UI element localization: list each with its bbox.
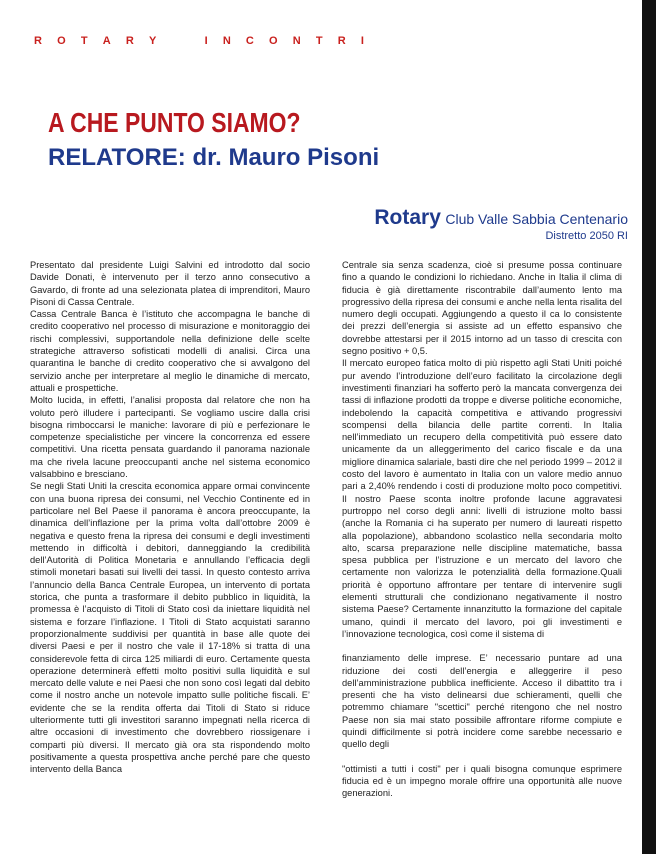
article-subtitle [48, 144, 379, 172]
paragraph: Centrale sia senza scadenza, cioè si presume possa continuare fino a quando le condizioni lo richiedano. Anche in Italia il clima di fiducia è già direttamente riscontrabile dall’aumento lento ma progressivo della ripresa dei consumi e anche nella lenta risalita del numero degli occupati. Aggiungendo a questo il ca lo consistente dei prezzi dell’energia si assiste ad un effetto espansivo che dovrebbe attestarsi per il 2015 intorno ad un tasso di crescita con segno positivo + 0,5. [342, 260, 622, 357]
section-letter: N [292, 35, 301, 47]
paragraph: Se negli Stati Uniti la crescita economica appare ormai convincente con una buona ripresa dei consumi, nel Vecchio Continente ed in particolare nel Bel Paese il panorama è ancora preoccupante, la dinamica dell’inflazione per la prima volta dall’ottobre 2009 è negativa e questo frena la ripresa dei consumi e degli investimenti mettendo in difficoltà i debitori, danneggiando la credibilità dell’Autorità di Politica Monetaria e annullando l’efficacia degli stimoli monetari basati sui livelli dei tassi. In questo contesto arriva l’annuncio della Banca Centrale Europea, un intervento di portata storica, che punta a trasformare il debito pubblico in liquidità, la promessa è l’acquisto di Titoli di Stato così da iniettare liquidità nel sistema e forzare l’inflazione. I Titoli di Stato acquistati saranno proporzionalmente suddivisi per quantità in base alle quote dei diversi Paesi e per il nostro che vale il 17-18% si tratta di una considerevole fetta di circa 125 miliardi di euro. Certamente questa operazione determinerà effetti molto positivi sulla liquidità e sul mercato delle valute e nei Paesi che non sono così legati dal debito come il nostro anche un notevole impatto sulle politiche fiscali. E’ evidente che se la rendita offerta dai Titoli di Stato si riduce ulteriormente tutti gli investitori saranno impegnati nella ricerca di altre occasioni di investimento che dovrebbero riossigenare i comparti più diversi. Il mercato già ora sta rispondendo molto positivamente a questa prospettiva anche perché pare che questo intervento della Banca [30, 481, 310, 775]
section-letter: R [337, 35, 346, 47]
article-title: A CHE PUNTO SIAMO? [48, 107, 301, 138]
paragraph: finanziamento delle imprese. E’ necessario puntare ad una riduzione dei costi dell’energia e alleggerire il peso dell’amministrazione pubblica inefficiente. Acceso il dibattito tra i presenti che ha visto delinearsi due schieramenti, quelli che potremmo chiamare "scettici" perché ritengono che nel nostro Paese non sia mai stato possibile affrontare riforme compiute e quindi difficilmente si potrà incidere come sarebbe necessario e quello degli [342, 653, 622, 750]
section-letter: I [360, 35, 364, 47]
club-logo-block [374, 206, 628, 242]
section-letter: Y [148, 35, 157, 47]
section-letter: O [269, 35, 278, 47]
section-spacer [171, 35, 189, 47]
section-letter: T [80, 35, 88, 47]
rotary-wordmark: Rotary [374, 206, 441, 229]
section-letter: T [315, 35, 323, 47]
section-letter: N [222, 35, 231, 47]
page-edge-bar [642, 0, 656, 854]
section-label [34, 35, 364, 47]
paragraph: Presentato dal presidente Luigi Salvini ed introdotto dal socio Davide Donati, è intervenuto per il terzo anno consecutivo a Gavardo, di fronte ad una selezionata platea di imprenditori, Mauro Pisoni di Cassa Centrale. [30, 260, 310, 307]
paragraph: Il mercato europeo fatica molto di più rispetto agli Stati Uniti poiché pur avendo l’introduzione dell’euro facilitato la circolazione degli investimenti finanziari ha sofferto però la mancata convergenza dei tassi di inflazione prodotti da troppe e diverse politiche economiche, indebolendo la capacità competitiva e attivando progressivi scompensi della bilancia delle partite correnti. In Italia nell’immediato un recupero della competitività può essere dato unicamente da un alleggerimento del carico fiscale e da una migliore dinamica salariale, basti dire che nel periodo 1999 – 2012 il costo del lavoro è aumentato in Italia con un valore medio annuo pari a 2,40% rendendo i costi di produzione molto poco competitivi. Il nostro Paese sconta inoltre profonde lacune aggravatesi purtroppo nel corso degli anni: livelli di istruzione molto bassi (anche la Romania ci ha superato per numero di laureati rispetto alla popolazione), abbandono scolastico nella secondaria molto alto, scarsa preparazione nelle discipline matematiche, bassa spesa pubblica per l’istruzione e un mercato del lavoro che certamente non valorizza le potenzialità della formazione.Quali priorità è opportuno affrontare per tentare di intervenire sugli elementi strutturali che condizionano negativamente il nostro sistema Paese? Certamente innanzitutto la formazione del capitale umano, quindi il mercato del lavoro, poi gli investimenti e l’innovazione tecnologica, così come il sistema di [342, 358, 622, 639]
section-letter: O [57, 35, 66, 47]
section-letter: I [204, 35, 208, 47]
article-column-right [342, 259, 622, 799]
section-letter: A [102, 35, 111, 47]
club-district: Distretto 2050 RI [545, 230, 628, 242]
speaker-name: dr. Mauro Pisoni [192, 144, 380, 171]
paragraph: Molto lucida, in effetti, l’analisi proposta dal relatore che non ha voluto però illudere i partecipanti. Se vogliamo uscire dalla crisi bisogna rimboccarsi le maniche: lavorare di più e perfezionare le competenze specialistiche per vincere la concorrenza ed essere competitivi. Una ricetta pensata guardando il panorama nazionale ma che rivela lacune preoccupanti anche nel sistema economico valsabbino e bresciano. [30, 395, 310, 480]
club-name: Club Valle Sabbia Centenario [445, 211, 628, 227]
section-letter: R [125, 35, 134, 47]
paragraph: Cassa Centrale Banca è l’istituto che accompagna le banche di credito cooperativo nel processo di misurazione e monitoraggio dei rischi complessivi, supportandole nella definizione delle scelte strategiche attraverso sofisticati modelli di analisi. Circa una quarantina le banche di credito cooperativo che si avvalgono del servizio anche per interpretare al meglio le dinamiche di mercato, attuali e prospettiche. [30, 309, 310, 393]
article-column-left [30, 259, 310, 775]
section-letter: C [245, 35, 254, 47]
section-letter: R [34, 35, 42, 47]
paragraph: "ottimisti a tutti i costi" per i quali bisogna comunque esprimere fiducia ed è un impegno morale offrire una opportunità alle nuove generazioni. [342, 763, 622, 799]
speaker-label: RELATORE: [48, 144, 186, 171]
